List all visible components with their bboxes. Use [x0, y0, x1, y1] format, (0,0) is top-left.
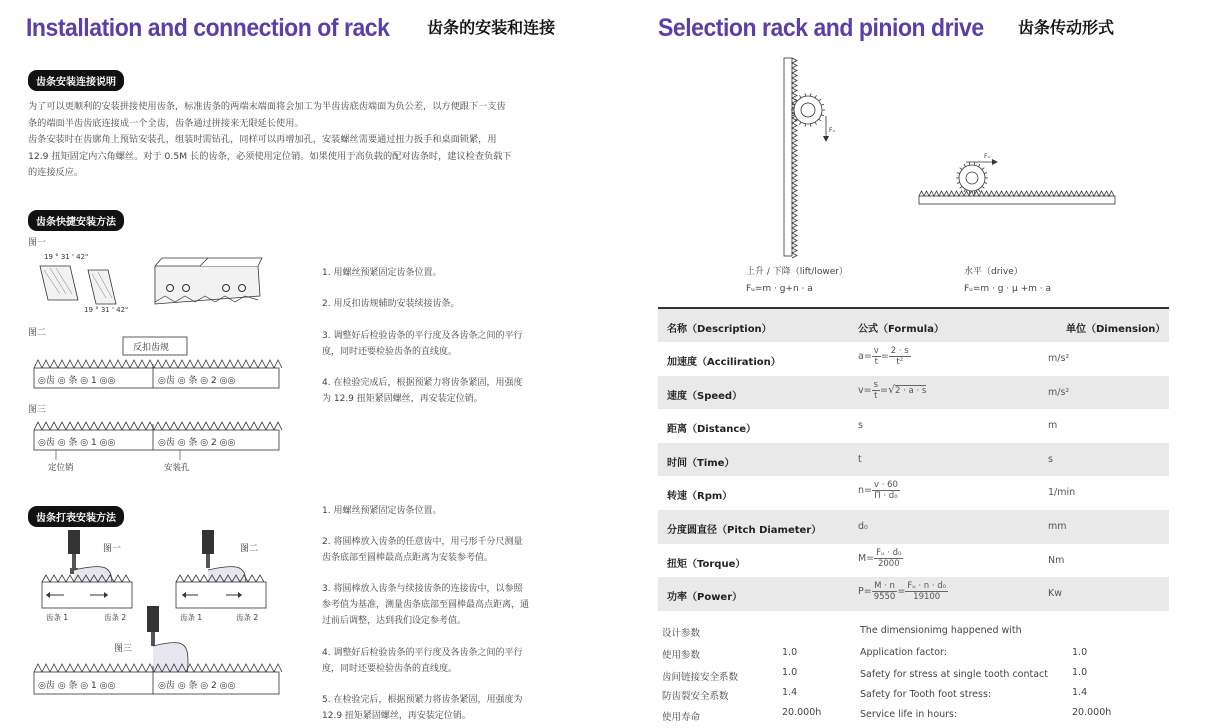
design-row-en: Safety for stress at single tooth contact — [860, 669, 1049, 680]
dial-fig-3: 图三 — [114, 644, 133, 654]
dial-gauge-diagram — [30, 520, 285, 728]
design-head-en: The dimensionimg happened with — [860, 625, 1022, 636]
rack-end-right — [155, 258, 262, 304]
design-head-zh: 设计参数 — [662, 628, 701, 639]
pin-install-diagram — [30, 412, 290, 477]
dial-fig-1: 图一 — [103, 544, 122, 554]
design-row-val: 20.000h — [782, 707, 822, 718]
svg-text:◎齿 ◎ 条 ◎ 1 ◎◎: ◎齿 ◎ 条 ◎ 1 ◎◎ — [38, 681, 116, 691]
formula-table — [658, 307, 1169, 611]
connection-description: 为了可以更顺利的安装拼接使用齿条，标准齿条的两端末端面将会加工为半齿齿底齿端面为负公差，以方便跟下一支齿 条的端面半齿齿底连接成一个全齿，齿条通过拼接来无限延长使用。 齿条安装时在齿廓角上预钻安装孔，组装时需钻孔，同样可以再增加孔，安装螺丝需要通过扭力扳手和桌面锁紧，用 12.9 扭矩固定内六角螺丝。对于 0.5M 长的齿条，必须使用定位销。如果使用于高负载的配对齿条时，建议检查负载下 的连接反应。 — [28, 101, 512, 179]
quick-step-3: 3. 调整好后检验齿条的平行度及各齿条之间的平行 度，同时还要检验齿条的直线度。 — [322, 331, 523, 357]
rack-2-label: ◎齿 ◎ 条 ◎ 2 ◎◎ — [158, 376, 236, 386]
section-pill-quick: 齿条快捷安装方法 — [28, 210, 124, 231]
formula-speed: v= $\frac{s}{t}$ =√2 · a · s — [858, 379, 927, 401]
table-header: 名称（Description） 公式（Formula） 单位（Dimension） — [658, 307, 1169, 342]
design-row-zh: 齿间链接安全系数 — [662, 672, 739, 683]
svg-text:◎齿 ◎ 条 ◎ 2 ◎◎: ◎齿 ◎ 条 ◎ 2 ◎◎ — [158, 681, 236, 691]
fig-label-2: 图二 — [28, 328, 47, 338]
section-pill-dial: 齿条打表安装方法 — [28, 506, 124, 527]
dial-step-5: 5. 在检验完后，根据预紧力将齿条紧固，用强度为 12.9 扭矩紧固螺丝，再安装定位销。 — [322, 695, 523, 721]
rack-end-diagram — [30, 248, 270, 318]
formula-torque: M= $\frac{\text{Fᵤ · d₀}}{2000}$ — [858, 547, 902, 569]
svg-text:◎齿 ◎ 条 ◎ 2 ◎◎: ◎齿 ◎ 条 ◎ 2 ◎◎ — [158, 438, 236, 448]
lift-label: 上升 / 下降（lift/lower） — [746, 267, 848, 277]
force-label-drive: Fᵤ — [984, 153, 990, 160]
design-row-val: 1.0 — [782, 647, 798, 658]
design-row-zh: 防齿裂安全系数 — [662, 691, 729, 702]
design-row-val2: 20.000h — [1072, 707, 1112, 718]
design-row-zh: 使用参数 — [662, 650, 701, 661]
quick-step-2: 2. 用反扣齿规辅助安装续接齿条。 — [322, 299, 460, 309]
fig-label-1: 图一 — [28, 238, 47, 248]
rack-drive-diagram — [700, 50, 1130, 265]
formula-rpm: n= $\frac{v \cdot 60}{\text{Π · d₀}}$ — [858, 480, 898, 502]
rack-1-tag: 齿条 1 — [46, 613, 69, 622]
design-row-val: 1.0 — [782, 667, 798, 678]
design-row-en: Safety for Tooth foot stress: — [860, 689, 992, 700]
dial-step-3: 3. 将圆棒放入齿条与续接齿条的连接齿中，以参照 参考值为基准，测量齿条底部至圆棒最高点距离，通 过前后调整，达到我们设定参考值。 — [322, 584, 530, 626]
design-row-val: 1.4 — [782, 687, 798, 698]
formula-acceleration: a= $\frac{v}{t}$ = $\frac{2 \cdot s}{\text{t²}}$ — [858, 346, 909, 367]
right-page-title: Selection rack and pinion drive 齿条传动形式 — [658, 14, 1115, 42]
design-row-zh: 使用寿命 — [662, 712, 701, 723]
svg-text:齿条 2: 齿条 2 — [236, 613, 259, 622]
svg-text:◎齿 ◎ 条 ◎ 1 ◎◎: ◎齿 ◎ 条 ◎ 1 ◎◎ — [38, 438, 116, 448]
dial-fig-2: 图二 — [240, 544, 259, 554]
table-row: 距离（Distance） s m — [667, 420, 1058, 436]
dial-step-4: 4. 调整好后检验齿条的平行度及各齿条之间的平行 度，同时还要检验齿条的直线度。 — [322, 648, 523, 674]
angle-label-bottom: 19 ° 31 ' 42" — [84, 306, 129, 314]
design-row-val2: 1.0 — [1072, 667, 1088, 678]
fig-label-3: 图三 — [28, 405, 47, 415]
table-row: 分度圆直径（Pitch Diameter） d₀ mm — [658, 510, 1169, 544]
left-page-title: Installation and connection of rack 齿条的安装和连接 — [26, 14, 556, 42]
table-row: 转速（Rpm） n= $\frac{v \cdot 60}{\text{Π · d₀}}$ 1/min — [667, 480, 1076, 503]
pin-label: 定位销 — [48, 463, 74, 473]
force-label-lift: Fᵤ — [829, 127, 835, 134]
rack-end-left — [40, 266, 116, 304]
jig-install-diagram — [30, 334, 290, 394]
quick-step-4: 4. 在检验完成后，根据预紧力将齿条紧固，用强度 为 12.9 扭矩紧固螺丝，再安装定位销。 — [322, 378, 523, 404]
table-row: 加速度（Acciliration） a= $\frac{v}{t}$ = $\frac{2 \cdot s}{\text{t²}}$ m/s² — [667, 346, 1070, 368]
quick-step-1: 1. 用螺丝预紧固定齿条位置。 — [322, 268, 442, 278]
rack-1-label: ◎齿 ◎ 条 ◎ 1 ◎◎ — [38, 376, 116, 386]
angle-label-top: 19 ° 31 ' 42" — [44, 253, 89, 261]
table-row: 时间（Time） t s — [658, 443, 1169, 477]
section-pill-connection: 齿条安装连接说明 — [28, 70, 124, 91]
formula-power: P= $\frac{M \cdot n}{9550}$ = $\frac{\text{Fᵤ · n · d₀}}{19100}$ — [858, 581, 947, 603]
design-row-en: Application factor: — [860, 647, 947, 658]
lift-formula: Fᵤ=m · g+n · a — [746, 284, 813, 294]
dial-step-2: 2. 将圆棒放入齿条的任意齿中，用弓形千分尺测量 齿条底部至圆棒最高点距离为安装参考值。 — [322, 537, 523, 563]
table-row: 扭矩（Torque） M= $\frac{\text{Fᵤ · d₀}}{2000}$ Nm — [667, 547, 1065, 570]
design-row-val2: 1.0 — [1072, 647, 1088, 658]
drive-formula: Fᵤ=m · g · μ +m · a — [964, 284, 1051, 294]
hole-label: 安装孔 — [164, 463, 190, 473]
table-row: 功率（Power） P= $\frac{M \cdot n}{9550}$ = $\frac{\text{Fᵤ · n · d₀}}{19100}$ Kw — [658, 577, 1169, 611]
dial-step-1: 1. 用螺丝预紧固定齿条位置。 — [322, 506, 442, 516]
design-row-en: Service life in hours: — [860, 709, 958, 720]
design-row-val2: 1.4 — [1072, 687, 1088, 698]
svg-text:齿条 1: 齿条 1 — [180, 613, 203, 622]
table-row: 速度（Speed） v= $\frac{s}{t}$ =√2 · a · s m/s² — [658, 376, 1169, 410]
jig-label: 反扣齿规 — [133, 343, 170, 353]
drive-label: 水平（drive） — [964, 267, 1023, 277]
rack-2-tag: 齿条 2 — [104, 613, 127, 622]
